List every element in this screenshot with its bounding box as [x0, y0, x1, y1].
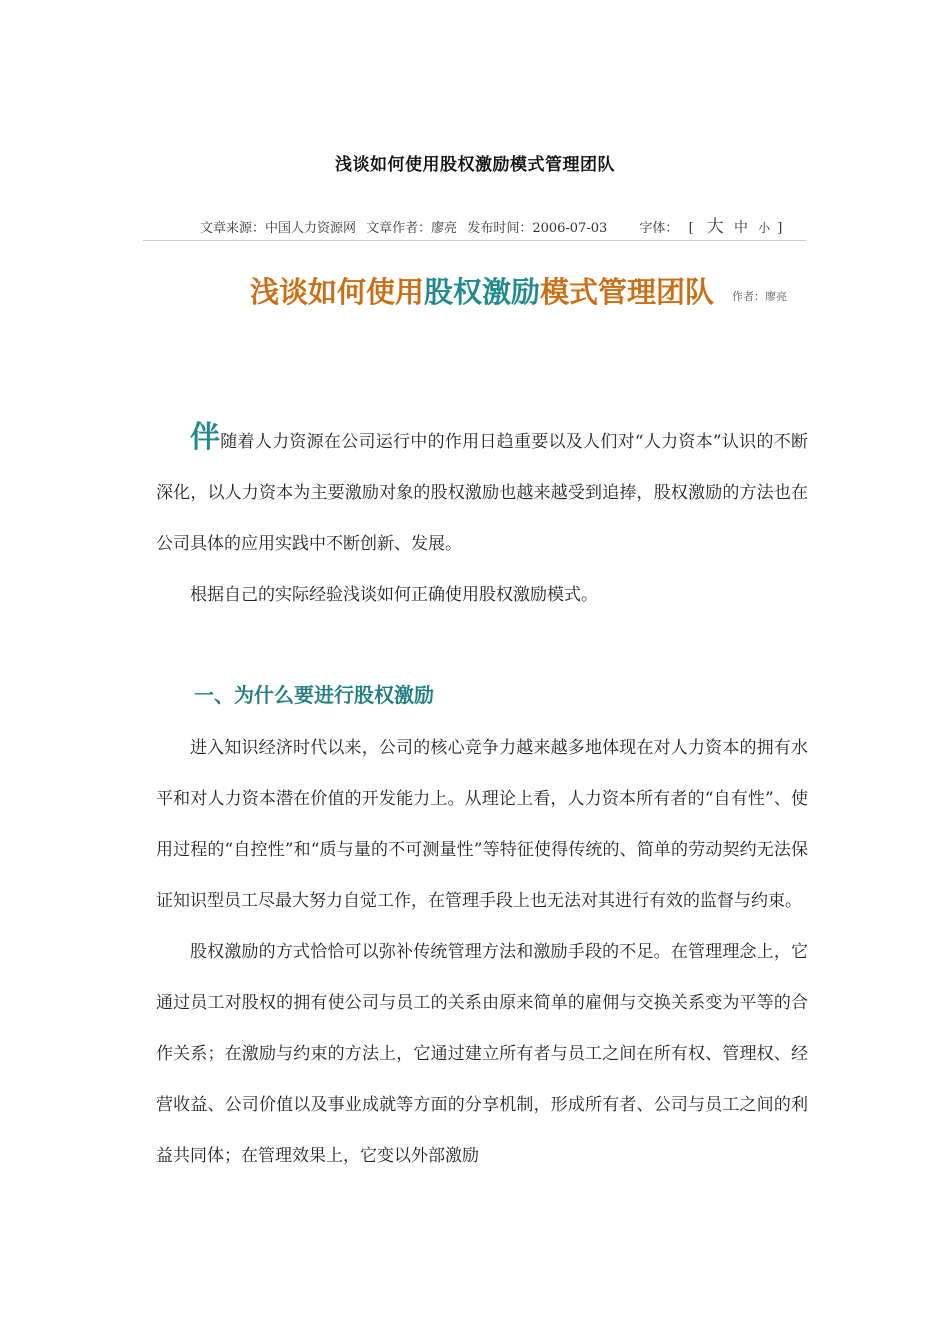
header-divider [143, 240, 806, 241]
article-heading-part2: 股权激励 [424, 275, 541, 309]
article-source: 文章来源：中国人力资源网 [200, 221, 357, 236]
font-size-label: 字体： [639, 221, 679, 236]
font-size-medium-link[interactable]: 中 [733, 220, 748, 236]
font-size-small-link[interactable]: 小 [758, 221, 771, 235]
article-heading-author: 作者：廖亮 [732, 290, 787, 303]
page-title: 浅谈如何使用股权激励模式管理团队 [335, 155, 615, 175]
article-author: 文章作者：廖亮 [366, 221, 458, 236]
paragraph: 根据自己的实际经验浅谈如何正确使用股权激励模式。 [190, 585, 598, 605]
section-heading: 一、为什么要进行股权激励 [194, 683, 434, 707]
article-body [156, 412, 808, 1182]
article-heading [250, 270, 714, 311]
font-size-large-link[interactable]: 大 [706, 217, 724, 237]
intro-paragraph [156, 412, 808, 570]
font-size-control [639, 217, 788, 237]
article-meta [200, 212, 794, 237]
font-bracket-close: ] [777, 221, 783, 236]
article-heading-part1: 浅谈如何使用 [250, 275, 425, 309]
intro-text: 随着人力资源在公司运行中的作用日趋重要以及人们对“人力资本”认识的不断深化，以人力资本为主要激励对象的股权激励也越来越受到追捧，股权激励的方法也在公司具体的应用实践中不断创新、发展。 [156, 432, 808, 554]
paragraph: 股权激励的方式恰恰可以弥补传统管理方法和激励手段的不足。在管理理念上，它通过员工对股权的拥有使公司与员工的关系由原来简单的雇佣与交换关系变为平等的合作关系；在激励与约束的方法上，它通过建立所有者与员工之间在所有权、管理权、经营收益、公司价值以及事业成就等方面的分享机制，形成所有者、公司与员工之间的利益共同体；在管理效果上，它变以外部激励 [156, 942, 808, 1166]
paragraph: 进入知识经济时代以来，公司的核心竞争力越来越多地体现在对人力资本的拥有水平和对人力资本潜在价值的开发能力上。从理论上看，人力资本所有者的“自有性”、使用过程的“自控性”和“质与量的不可测量性”等特征使得传统的、简单的劳动契约无法保证知识型员工尽最大努力自觉工作，在管理手段上也无法对其进行有效的监督与约束。 [156, 738, 808, 911]
font-bracket-open: [ [688, 221, 694, 236]
dropcap-letter: 伴 [190, 420, 221, 455]
article-heading-part3: 模式管理团队 [540, 275, 715, 309]
publish-date: 发布时间：2006-07-03 [467, 221, 608, 236]
